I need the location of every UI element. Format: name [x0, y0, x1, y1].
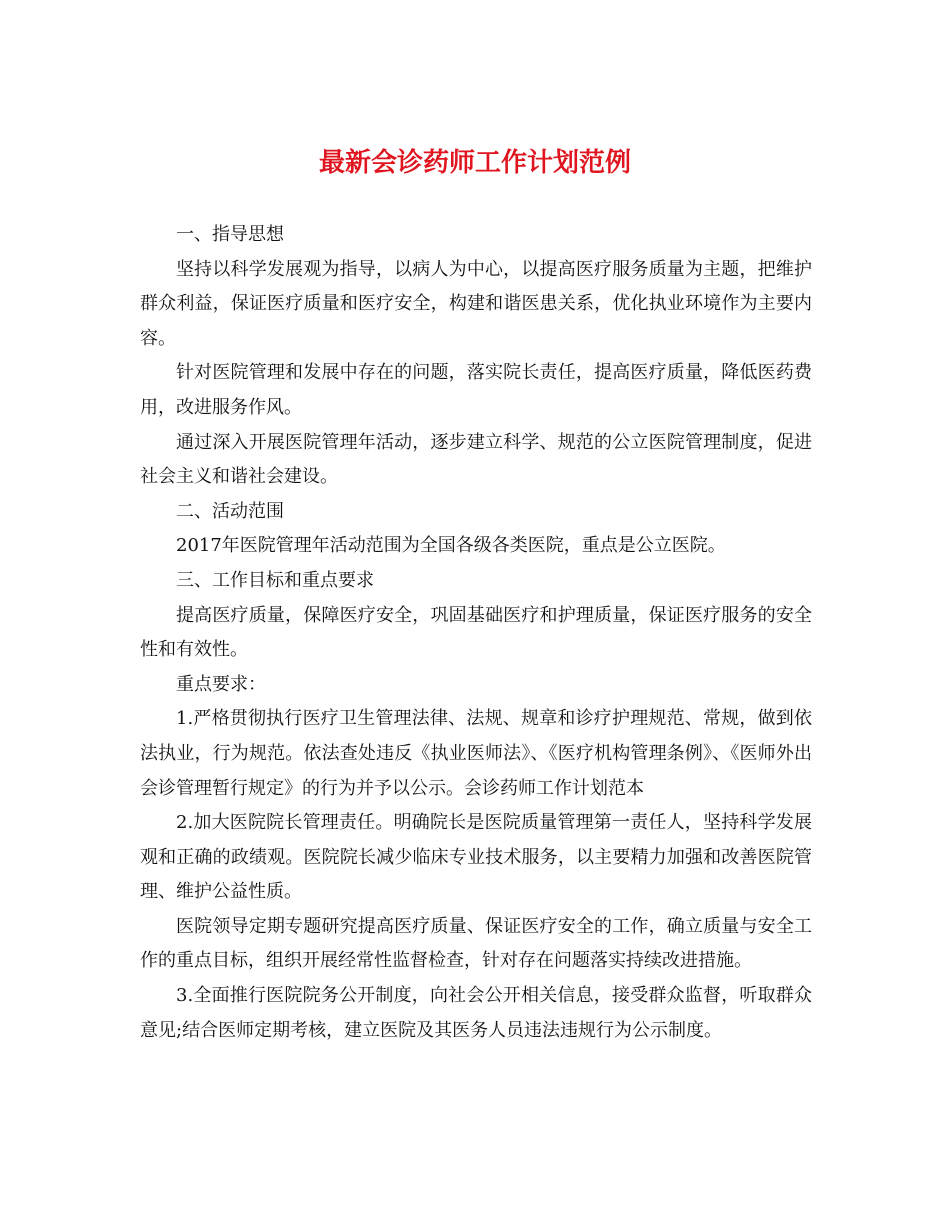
paragraph-goals: 提高医疗质量，保障医疗安全，巩固基础医疗和护理质量，保证医疗服务的安全性和有效性。 [140, 604, 812, 661]
paragraph-management-year: 通过深入开展医院管理年活动，逐步建立科学、规范的公立医院管理制度，促进社会主义和谐社会建设。 [140, 431, 812, 488]
paragraph-address-problems: 针对医院管理和发展中存在的问题，落实院长责任，提高医疗质量，降低医药费用，改进服务作风。 [140, 362, 812, 418]
list-item-requirement-1: 1.严格贯彻执行医疗卫生管理法律、法规、规章和诊疗护理规范、常规，做到依法执业，行为规范。依法查处违反《执业医师法》、《医疗机构管理条例》、《医师外出会诊管理暂行规定》的行为并予以公示。会诊药师工作计划范本 [140, 708, 812, 799]
document-body [140, 218, 812, 1048]
list-item-requirement-2: 2.加大医院院长管理责任。明确院长是医院质量管理第一责任人，坚持科学发展观和正确的政绩观。医院院长减少临床专业技术服务，以主要精力加强和改善医院管理、维护公益性质。 [140, 812, 812, 903]
paragraph-leadership-review: 医院领导定期专题研究提高医疗质量、保证医疗安全的工作，确立质量与安全工作的重点目标，组织开展经常性监督检查，针对存在问题落实持续改进措施。 [140, 915, 812, 972]
label-key-requirements: 重点要求： [176, 673, 266, 695]
document-title: 最新会诊药师工作计划范例 [318, 148, 631, 178]
heading-activity-scope: 二、活动范围 [176, 500, 284, 522]
paragraph-scope: 2017年医院管理年活动范围为全国各级各类医院，重点是公立医院。 [176, 535, 726, 557]
paragraph-guiding-principle: 坚持以科学发展观为指导，以病人为中心，以提高医疗服务质量为主题，把维护群众利益，保证医疗质量和医疗安全，构建和谐医患关系，优化执业环境作为主要内容。 [140, 258, 812, 349]
heading-goals-requirements: 三、工作目标和重点要求 [176, 569, 374, 591]
list-item-requirement-3: 3.全面推行医院院务公开制度，向社会公开相关信息，接受群众监督，听取群众意见;结合医师定期考核，建立医院及其医务人员违法违规行为公示制度。 [140, 985, 812, 1041]
heading-guiding-ideology: 一、指导思想 [176, 224, 284, 245]
